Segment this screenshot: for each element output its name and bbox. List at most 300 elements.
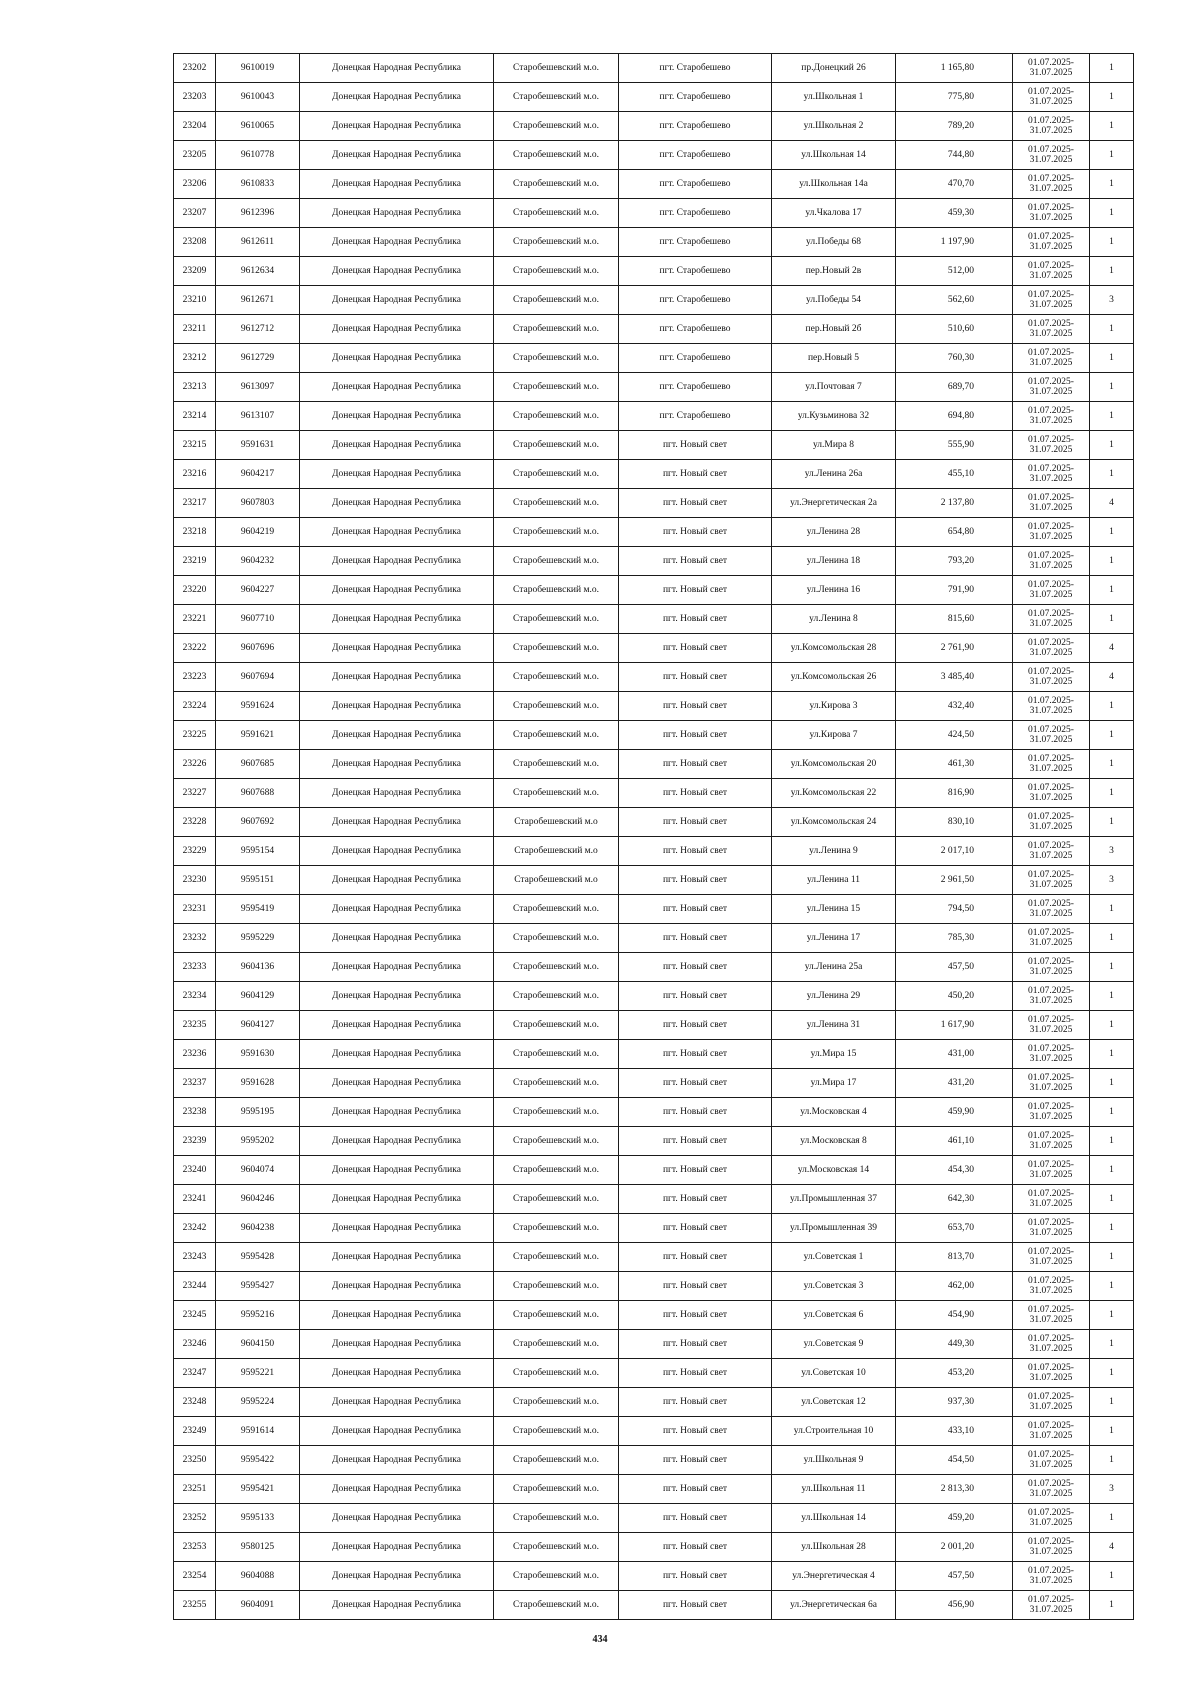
cell-object-code: 9610065 [216,112,300,141]
cell-quantity: 1 [1090,431,1134,460]
cell-row-number: 23244 [174,1272,216,1301]
table-row [174,1156,1134,1185]
period-start: 01.07.2025- [1028,1160,1074,1170]
cell-region: Донецкая Народная Республика [300,431,494,460]
cell-district: Старобешевский м.о. [494,112,619,141]
cell-region: Донецкая Народная Республика [300,750,494,779]
cell-district: Старобешевский м.о. [494,431,619,460]
cell-area: 744,80 [896,141,1013,170]
cell-address: ул.Ленина 15 [772,895,896,924]
cell-region: Донецкая Народная Республика [300,1098,494,1127]
table-row [174,54,1134,83]
cell-region: Донецкая Народная Республика [300,634,494,663]
cell-object-code: 9595229 [216,924,300,953]
cell-row-number: 23218 [174,518,216,547]
cell-region: Донецкая Народная Республика [300,489,494,518]
cell-address: ул.Кирова 3 [772,692,896,721]
cell-period [1013,1040,1090,1069]
cell-region: Донецкая Народная Республика [300,1504,494,1533]
cell-quantity: 1 [1090,1127,1134,1156]
table-row [174,1185,1134,1214]
cell-row-number: 23215 [174,431,216,460]
cell-area: 1 617,90 [896,1011,1013,1040]
period-start: 01.07.2025- [1028,232,1074,242]
table-row [174,1388,1134,1417]
cell-district: Старобешевский м.о. [494,199,619,228]
period-start: 01.07.2025- [1028,754,1074,764]
cell-district: Старобешевский м.о. [494,1243,619,1272]
cell-district: Старобешевский м.о. [494,1417,619,1446]
cell-region: Донецкая Народная Республика [300,402,494,431]
period-start: 01.07.2025- [1028,928,1074,938]
cell-period [1013,344,1090,373]
cell-object-code: 9595421 [216,1475,300,1504]
period-start: 01.07.2025- [1028,377,1074,387]
cell-object-code: 9591628 [216,1069,300,1098]
cell-quantity: 1 [1090,953,1134,982]
cell-row-number: 23207 [174,199,216,228]
cell-district: Старобешевский м.о. [494,257,619,286]
cell-period [1013,460,1090,489]
period-start: 01.07.2025- [1028,1102,1074,1112]
cell-region: Донецкая Народная Республика [300,460,494,489]
period-end: 31.07.2025 [1029,1025,1073,1035]
cell-period [1013,1272,1090,1301]
cell-area: 653,70 [896,1214,1013,1243]
period-start: 01.07.2025- [1028,1044,1074,1054]
cell-district: Старобешевский м.о. [494,1156,619,1185]
cell-settlement: пгт. Старобешево [619,315,772,344]
period-start: 01.07.2025- [1028,348,1074,358]
period-start: 01.07.2025- [1028,1392,1074,1402]
cell-quantity: 1 [1090,315,1134,344]
cell-area: 461,30 [896,750,1013,779]
cell-region: Донецкая Народная Республика [300,373,494,402]
cell-address: ул.Комсомольская 24 [772,808,896,837]
cell-district: Старобешевский м.о. [494,1562,619,1591]
period-end: 31.07.2025 [1029,1141,1073,1151]
cell-address: ул.Ленина 18 [772,547,896,576]
cell-area: 794,50 [896,895,1013,924]
cell-quantity: 1 [1090,83,1134,112]
cell-settlement: пгт. Новый свет [619,895,772,924]
table-row [174,663,1134,692]
period-end: 31.07.2025 [1029,1547,1073,1557]
cell-area: 456,90 [896,1591,1013,1620]
cell-address: ул.Советская 3 [772,1272,896,1301]
cell-quantity: 1 [1090,1359,1134,1388]
period-start: 01.07.2025- [1028,1450,1074,1460]
cell-area: 937,30 [896,1388,1013,1417]
cell-region: Донецкая Народная Республика [300,1127,494,1156]
period-end: 31.07.2025 [1029,1373,1073,1383]
period-start: 01.07.2025- [1028,725,1074,735]
cell-address: пер.Новый 5 [772,344,896,373]
cell-area: 760,30 [896,344,1013,373]
cell-row-number: 23219 [174,547,216,576]
cell-quantity: 1 [1090,1214,1134,1243]
cell-address: ул.Строительная 10 [772,1417,896,1446]
cell-address: ул.Школьная 14а [772,170,896,199]
table-row [174,1243,1134,1272]
cell-district: Старобешевский м.о. [494,953,619,982]
cell-address: ул.Комсомольская 28 [772,634,896,663]
cell-object-code: 9604074 [216,1156,300,1185]
cell-quantity: 1 [1090,1011,1134,1040]
cell-quantity: 1 [1090,228,1134,257]
table-row [174,315,1134,344]
cell-address: пер.Новый 2б [772,315,896,344]
cell-district: Старобешевский м.о. [494,779,619,808]
cell-quantity: 1 [1090,344,1134,373]
cell-row-number: 23255 [174,1591,216,1620]
period-end: 31.07.2025 [1029,967,1073,977]
period-start: 01.07.2025- [1028,493,1074,503]
period-end: 31.07.2025 [1029,1286,1073,1296]
cell-area: 642,30 [896,1185,1013,1214]
cell-district: Старобешевский м.о. [494,1359,619,1388]
cell-district: Старобешевский м.о. [494,721,619,750]
cell-row-number: 23210 [174,286,216,315]
cell-quantity: 1 [1090,1330,1134,1359]
cell-row-number: 23209 [174,257,216,286]
cell-quantity: 1 [1090,1562,1134,1591]
cell-settlement: пгт. Новый свет [619,1214,772,1243]
period-end: 31.07.2025 [1029,996,1073,1006]
period-start: 01.07.2025- [1028,1189,1074,1199]
table-row [174,605,1134,634]
period-start: 01.07.2025- [1028,580,1074,590]
cell-district: Старобешевский м.о. [494,1127,619,1156]
cell-settlement: пгт. Новый свет [619,1098,772,1127]
period-start: 01.07.2025- [1028,1015,1074,1025]
cell-settlement: пгт. Старобешево [619,257,772,286]
period-start: 01.07.2025- [1028,1479,1074,1489]
cell-settlement: пгт. Новый свет [619,518,772,547]
cell-settlement: пгт. Новый свет [619,1591,772,1620]
cell-quantity: 4 [1090,489,1134,518]
cell-address: ул.Школьная 11 [772,1475,896,1504]
period-end: 31.07.2025 [1029,561,1073,571]
cell-settlement: пгт. Новый свет [619,953,772,982]
cell-district: Старобешевский м.о. [494,54,619,83]
cell-region: Донецкая Народная Республика [300,721,494,750]
period-end: 31.07.2025 [1029,619,1073,629]
cell-settlement: пгт. Новый свет [619,924,772,953]
cell-settlement: пгт. Старобешево [619,199,772,228]
cell-row-number: 23239 [174,1127,216,1156]
cell-period [1013,982,1090,1011]
cell-district: Старобешевский м.о. [494,228,619,257]
cell-area: 510,60 [896,315,1013,344]
cell-object-code: 9595195 [216,1098,300,1127]
cell-address: ул.Мира 17 [772,1069,896,1098]
cell-settlement: пгт. Новый свет [619,489,772,518]
cell-settlement: пгт. Новый свет [619,460,772,489]
cell-quantity: 1 [1090,141,1134,170]
cell-object-code: 9604091 [216,1591,300,1620]
period-end: 31.07.2025 [1029,764,1073,774]
cell-area: 813,70 [896,1243,1013,1272]
cell-period [1013,1533,1090,1562]
cell-region: Донецкая Народная Республика [300,866,494,895]
table-row [174,1069,1134,1098]
period-start: 01.07.2025- [1028,1421,1074,1431]
cell-settlement: пгт. Старобешево [619,286,772,315]
cell-area: 689,70 [896,373,1013,402]
table-row [174,1011,1134,1040]
cell-period [1013,315,1090,344]
table-row [174,924,1134,953]
cell-object-code: 9595428 [216,1243,300,1272]
period-start: 01.07.2025- [1028,551,1074,561]
cell-address: пер.Новый 2в [772,257,896,286]
cell-period [1013,1562,1090,1591]
period-end: 31.07.2025 [1029,1170,1073,1180]
period-start: 01.07.2025- [1028,1305,1074,1315]
cell-settlement: пгт. Старобешево [619,83,772,112]
cell-quantity: 1 [1090,924,1134,953]
cell-period [1013,837,1090,866]
period-end: 31.07.2025 [1029,1489,1073,1499]
cell-quantity: 1 [1090,808,1134,837]
cell-settlement: пгт. Новый свет [619,750,772,779]
period-end: 31.07.2025 [1029,677,1073,687]
cell-area: 455,10 [896,460,1013,489]
cell-row-number: 23202 [174,54,216,83]
cell-quantity: 1 [1090,1388,1134,1417]
cell-region: Донецкая Народная Республика [300,1243,494,1272]
cell-area: 461,10 [896,1127,1013,1156]
cell-period [1013,547,1090,576]
period-start: 01.07.2025- [1028,1131,1074,1141]
cell-region: Донецкая Народная Республика [300,170,494,199]
cell-row-number: 23245 [174,1301,216,1330]
cell-region: Донецкая Народная Республика [300,257,494,286]
cell-district: Старобешевский м.о. [494,1330,619,1359]
register-page [173,53,1133,1620]
cell-area: 449,30 [896,1330,1013,1359]
period-start: 01.07.2025- [1028,58,1074,68]
period-start: 01.07.2025- [1028,87,1074,97]
period-start: 01.07.2025- [1028,667,1074,677]
period-end: 31.07.2025 [1029,1083,1073,1093]
cell-object-code: 9604238 [216,1214,300,1243]
cell-area: 450,20 [896,982,1013,1011]
cell-settlement: пгт. Новый свет [619,1562,772,1591]
period-start: 01.07.2025- [1028,638,1074,648]
cell-object-code: 9610778 [216,141,300,170]
cell-settlement: пгт. Новый свет [619,1185,772,1214]
cell-district: Старобешевский м.о. [494,1098,619,1127]
period-start: 01.07.2025- [1028,812,1074,822]
cell-row-number: 23248 [174,1388,216,1417]
period-start: 01.07.2025- [1028,261,1074,271]
table-row [174,141,1134,170]
cell-area: 431,20 [896,1069,1013,1098]
cell-object-code: 9607685 [216,750,300,779]
period-end: 31.07.2025 [1029,503,1073,513]
cell-quantity: 1 [1090,170,1134,199]
cell-settlement: пгт. Новый свет [619,1359,772,1388]
period-start: 01.07.2025- [1028,1073,1074,1083]
cell-address: ул.Школьная 14 [772,1504,896,1533]
cell-row-number: 23212 [174,344,216,373]
cell-area: 433,10 [896,1417,1013,1446]
period-end: 31.07.2025 [1029,1199,1073,1209]
table-row [174,953,1134,982]
cell-object-code: 9604150 [216,1330,300,1359]
cell-address: ул.Комсомольская 22 [772,779,896,808]
cell-period [1013,1011,1090,1040]
period-start: 01.07.2025- [1028,174,1074,184]
cell-object-code: 9595419 [216,895,300,924]
table-row [174,1098,1134,1127]
cell-address: ул.Победы 54 [772,286,896,315]
cell-object-code: 9604227 [216,576,300,605]
period-end: 31.07.2025 [1029,1576,1073,1586]
cell-period [1013,1156,1090,1185]
period-start: 01.07.2025- [1028,1537,1074,1547]
cell-object-code: 9595224 [216,1388,300,1417]
cell-settlement: пгт. Старобешево [619,141,772,170]
cell-quantity: 1 [1090,1185,1134,1214]
cell-settlement: пгт. Новый свет [619,1127,772,1156]
cell-region: Донецкая Народная Республика [300,1388,494,1417]
period-end: 31.07.2025 [1029,126,1073,136]
cell-district: Старобешевский м.о. [494,1591,619,1620]
cell-settlement: пгт. Новый свет [619,1475,772,1504]
cell-period [1013,1388,1090,1417]
table-row [174,83,1134,112]
cell-region: Донецкая Народная Республика [300,344,494,373]
cell-object-code: 9607694 [216,663,300,692]
cell-row-number: 23251 [174,1475,216,1504]
cell-district: Старобешевский м.о. [494,692,619,721]
cell-period [1013,518,1090,547]
period-end: 31.07.2025 [1029,1605,1073,1615]
cell-area: 2 001,20 [896,1533,1013,1562]
cell-region: Донецкая Народная Республика [300,518,494,547]
cell-object-code: 9613097 [216,373,300,402]
cell-period [1013,576,1090,605]
cell-quantity: 1 [1090,257,1134,286]
cell-quantity: 1 [1090,1301,1134,1330]
cell-settlement: пгт. Новый свет [619,692,772,721]
cell-region: Донецкая Народная Республика [300,1185,494,1214]
cell-address: ул.Мира 8 [772,431,896,460]
cell-district: Старобешевский м.о. [494,1446,619,1475]
cell-period [1013,605,1090,634]
cell-period [1013,953,1090,982]
cell-settlement: пгт. Новый свет [619,1417,772,1446]
cell-region: Донецкая Народная Республика [300,895,494,924]
cell-settlement: пгт. Старобешево [619,54,772,83]
cell-quantity: 4 [1090,663,1134,692]
cell-area: 3 485,40 [896,663,1013,692]
cell-address: ул.Кирова 7 [772,721,896,750]
cell-address: пр.Донецкий 26 [772,54,896,83]
period-start: 01.07.2025- [1028,1276,1074,1286]
cell-settlement: пгт. Новый свет [619,837,772,866]
cell-address: ул.Комсомольская 26 [772,663,896,692]
cell-address: ул.Школьная 14 [772,141,896,170]
cell-quantity: 3 [1090,286,1134,315]
cell-address: ул.Московская 8 [772,1127,896,1156]
cell-area: 775,80 [896,83,1013,112]
table-row [174,1359,1134,1388]
cell-address: ул.Ленина 28 [772,518,896,547]
cell-object-code: 9612396 [216,199,300,228]
cell-object-code: 9604136 [216,953,300,982]
cell-settlement: пгт. Новый свет [619,547,772,576]
cell-region: Донецкая Народная Республика [300,663,494,692]
cell-row-number: 23242 [174,1214,216,1243]
cell-district: Старобешевский м.о. [494,83,619,112]
cell-region: Донецкая Народная Республика [300,1359,494,1388]
cell-area: 457,50 [896,953,1013,982]
cell-quantity: 4 [1090,1533,1134,1562]
cell-district: Старобешевский м.о. [494,605,619,634]
cell-address: ул.Промышленная 39 [772,1214,896,1243]
cell-region: Донецкая Народная Республика [300,315,494,344]
table-row [174,286,1134,315]
cell-quantity: 1 [1090,1591,1134,1620]
cell-period [1013,721,1090,750]
cell-object-code: 9591631 [216,431,300,460]
cell-quantity: 1 [1090,1069,1134,1098]
cell-quantity: 1 [1090,1272,1134,1301]
cell-row-number: 23243 [174,1243,216,1272]
cell-settlement: пгт. Новый свет [619,1069,772,1098]
cell-area: 459,30 [896,199,1013,228]
cell-object-code: 9612712 [216,315,300,344]
cell-object-code: 9604129 [216,982,300,1011]
cell-row-number: 23236 [174,1040,216,1069]
cell-period [1013,170,1090,199]
period-end: 31.07.2025 [1029,1518,1073,1528]
cell-area: 454,50 [896,1446,1013,1475]
page-number: 434 [592,1634,608,1645]
cell-address: ул.Победы 68 [772,228,896,257]
cell-row-number: 23249 [174,1417,216,1446]
cell-district: Старобешевский м.о. [494,750,619,779]
cell-area: 654,80 [896,518,1013,547]
cell-district: Старобешевский м.о. [494,895,619,924]
cell-period [1013,141,1090,170]
cell-row-number: 23213 [174,373,216,402]
cell-address: ул.Ленина 25а [772,953,896,982]
cell-district: Старобешевский м.о [494,866,619,895]
cell-period [1013,228,1090,257]
cell-settlement: пгт. Новый свет [619,1040,772,1069]
cell-row-number: 23230 [174,866,216,895]
cell-row-number: 23208 [174,228,216,257]
cell-period [1013,1417,1090,1446]
cell-period [1013,286,1090,315]
cell-region: Донецкая Народная Республика [300,692,494,721]
cell-region: Донецкая Народная Республика [300,141,494,170]
cell-row-number: 23204 [174,112,216,141]
cell-object-code: 9612611 [216,228,300,257]
cell-period [1013,692,1090,721]
cell-period [1013,83,1090,112]
cell-period [1013,1504,1090,1533]
cell-settlement: пгт. Новый свет [619,1388,772,1417]
cell-row-number: 23216 [174,460,216,489]
cell-address: ул.Школьная 28 [772,1533,896,1562]
cell-settlement: пгт. Новый свет [619,1301,772,1330]
